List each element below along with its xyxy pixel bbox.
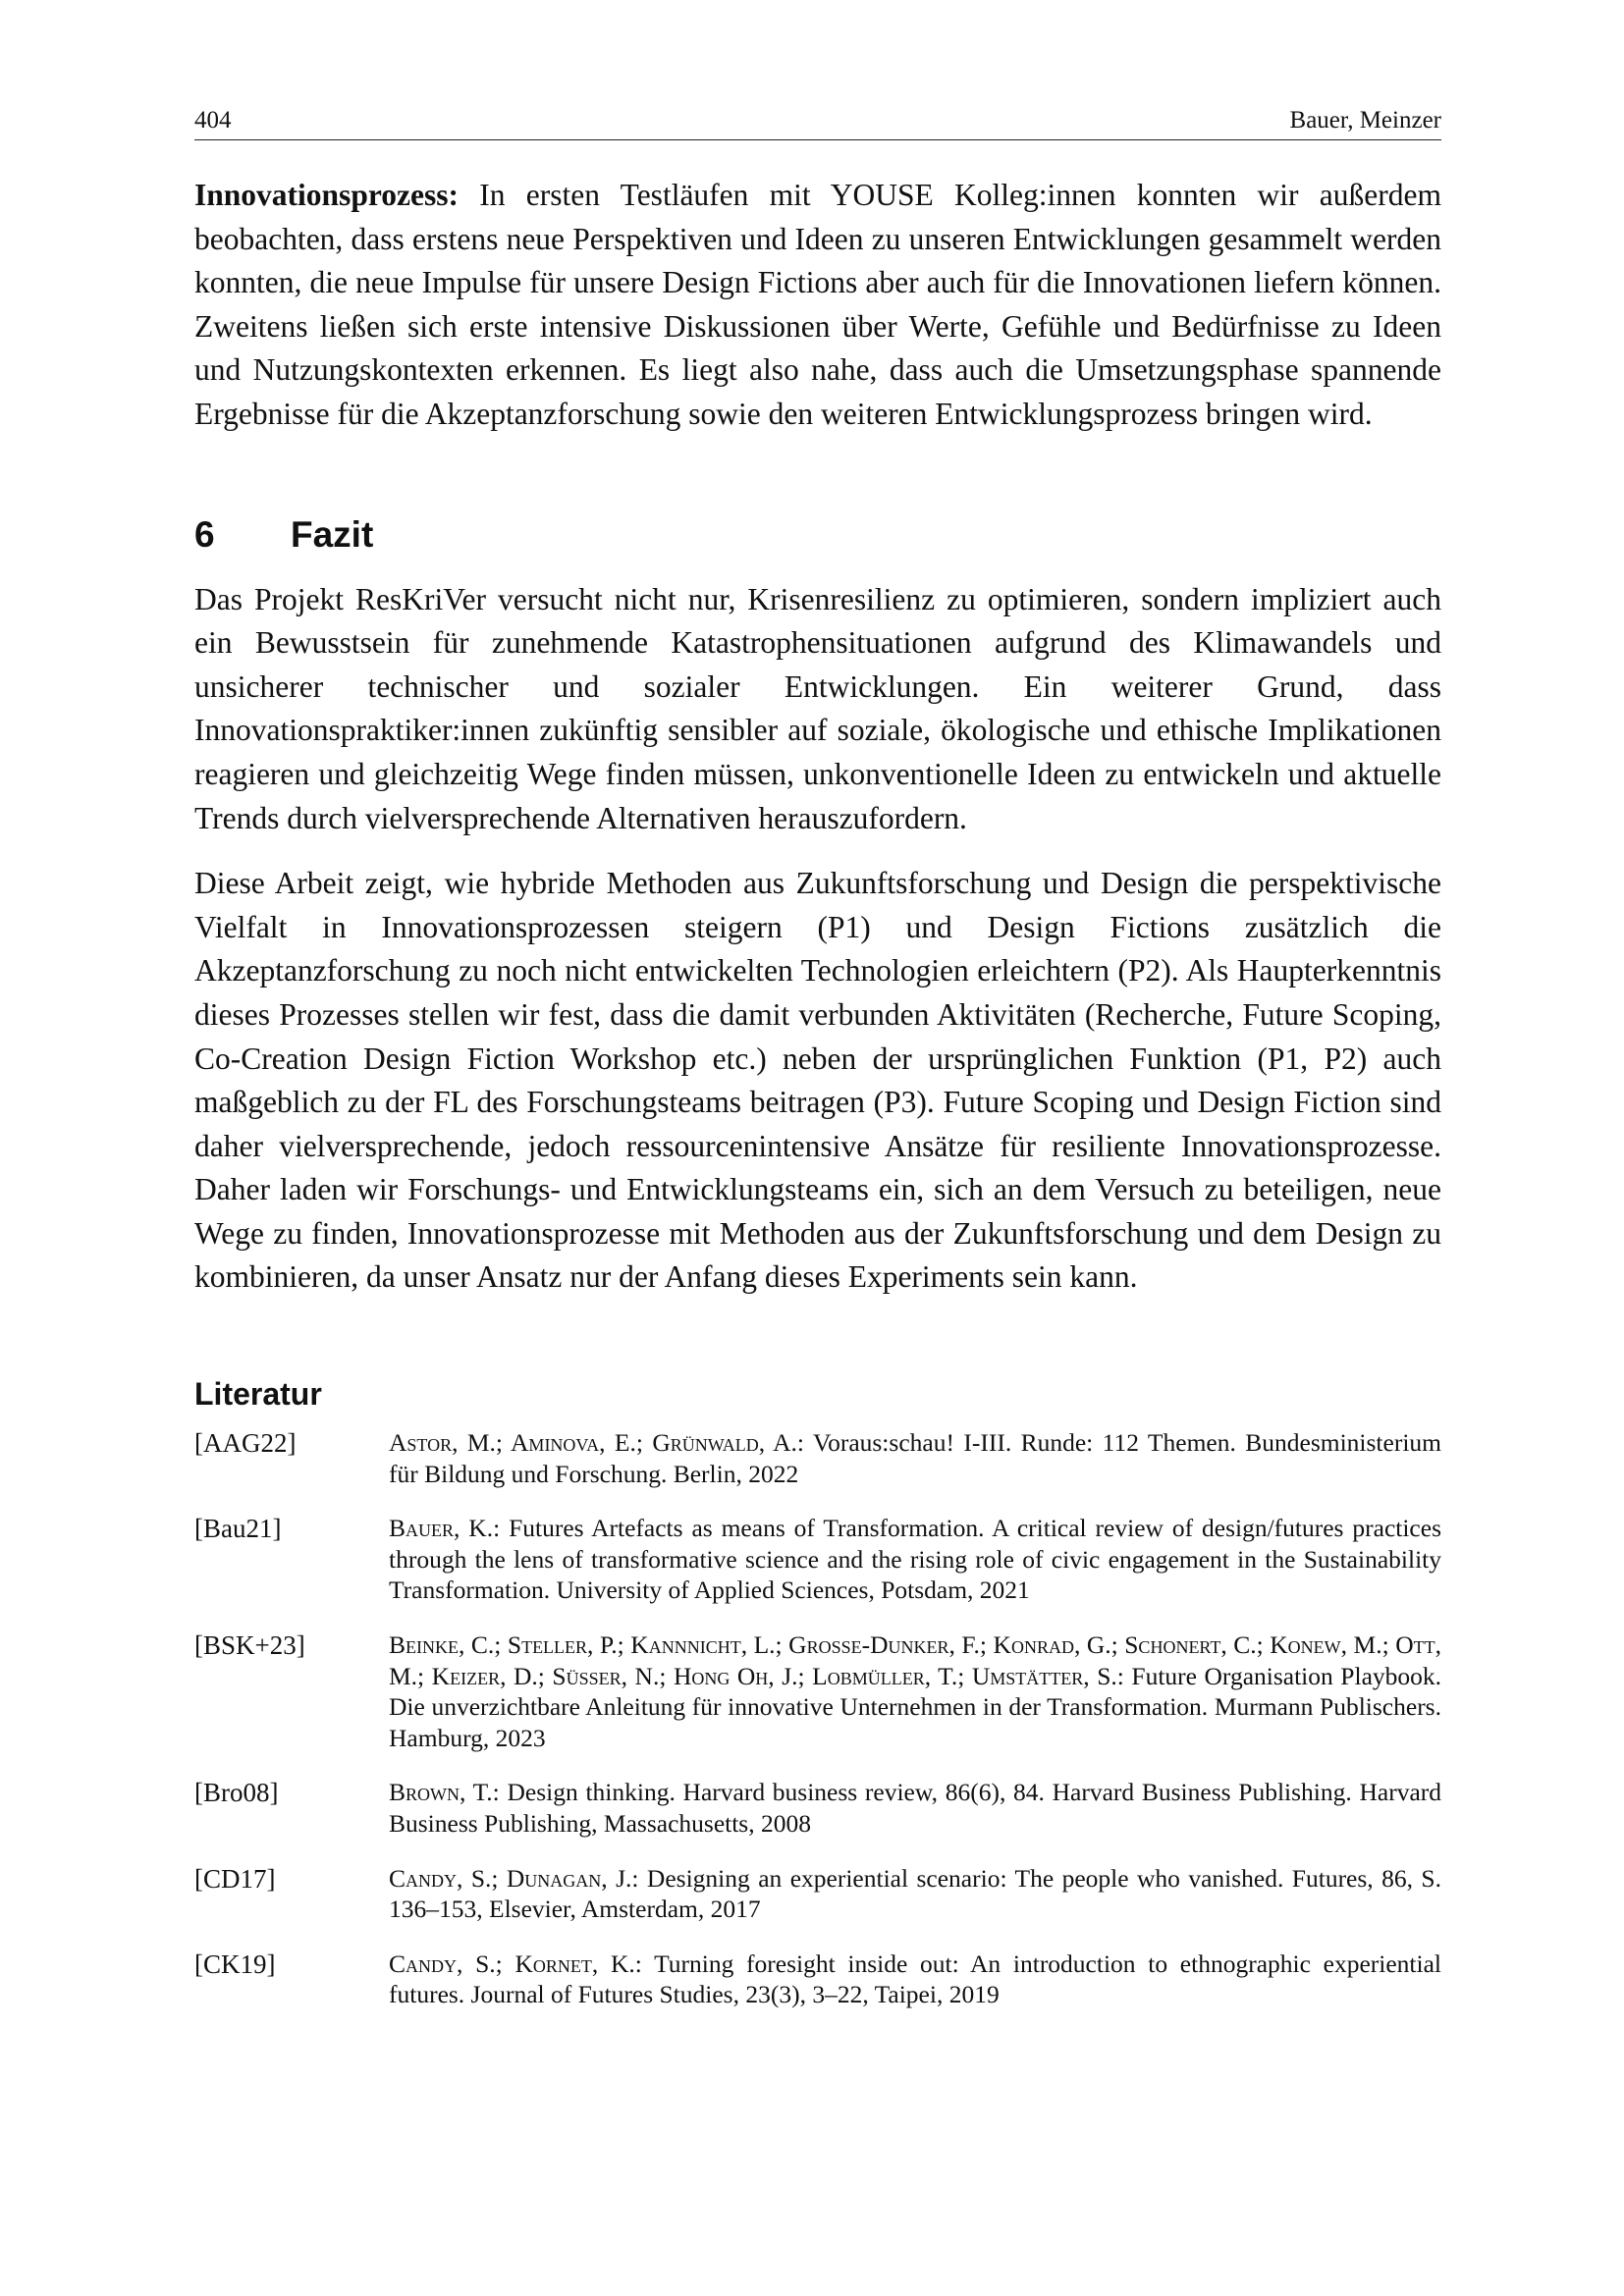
reference-key: [Bau21] [194,1514,282,1544]
reference-key: [AAG22] [194,1428,297,1459]
reference-entry [194,1777,1441,1839]
section-number: 6 [194,513,215,555]
reference-body: Designing an experiential scenario: The people who vanished. Futures, 86, S. 136–153, Elsevier, Amsterdam, 2017 [389,1863,1441,1924]
reference-authors: Bauer, K.: [389,1514,501,1543]
fazit-paragraph-1: Das Projekt ResKriVer versucht nicht nur, Krisenresilienz zu optimieren, sondern impliziert auch ein Bewusstsein für zunehmende Katastrophensituationen aufgrund des Klimawandels und unsicherer technischer und sozialer Entwicklungen. Ein weiterer Grund, dass Innovationspraktiker:innen zukünftig sensibler auf soziale, ökologische und ethische Implikationen reagieren und gleichzeitig Wege finden müssen, unkonventionelle Ideen zu entwickeln und aktuelle Trends durch vielversprechende Alternativen herauszufordern. [194,581,1441,835]
reference-entry [194,1513,1441,1606]
reference-authors: Brown, T.: [389,1778,500,1807]
reference-text [389,1863,1441,1925]
reference-text [389,1949,1441,2010]
reference-entry [194,1427,1441,1489]
reference-list [194,1427,1441,2010]
reference-text [389,1777,1441,1839]
reference-text [389,1629,1441,1753]
literature-heading: Literatur [194,1376,322,1413]
page-number: 404 [194,107,232,133]
reference-entry [194,1949,1441,2010]
reference-key: [BSK+23] [194,1630,305,1661]
paragraph-text: In ersten Testläufen mit YOUSE Kolleg:innen konnten wir außerdem beobachten, dass erstens neue Perspektiven und Ideen zu unseren Entwicklungen gesammelt werden konnten, die neue Impulse für unsere Design Fictions aber auch für die Innovationen liefern können. Zweitens ließen sich erste intensive Diskussionen über Werte, Gefühle und Bedürfnisse zu Ideen und Nutzungskontexten erkennen. Es liegt also nahe, dass auch die Umsetzungsphase spannende Ergebnisse für die Akzeptanzforschung sowie den weiteren Entwicklungsprozess bringen wird. [194,178,1441,431]
paragraph-lead: Innovationsprozess: [194,178,459,212]
reference-body: Voraus:schau! I-III. Runde: 112 Themen. Bundesministerium für Bildung und Forschung. Berlin, 2022 [389,1428,1441,1488]
reference-text [389,1513,1441,1606]
reference-entry [194,1629,1441,1753]
running-header [194,106,1441,140]
reference-body: Future Organisation Playbook. Die unverzichtbare Anleitung für innovative Unternehmen in der Transformation. Murmann Publischers. Hamburg, 2023 [389,1661,1442,1752]
reference-key: [CK19] [194,1949,276,1979]
header-authors: Bauer, Meinzer [1289,107,1441,133]
reference-key: [Bro08] [194,1778,279,1808]
fazit-paragraph-2: Diese Arbeit zeigt, wie hybride Methoden aus Zukunftsforschung und Design die perspektivische Vielfalt in Innovationsprozessen steigern (P1) und Design Fictions zusätzlich die Akzeptanzforschung zu noch nicht entwickelten Technologien erleichtern (P2). Als Haupterkenntnis dieses Prozesses stellen wir fest, dass die damit verbunden Aktivitäten (Recherche, Future Scoping, Co-Creation Design Fiction Workshop etc.) neben der ursprünglichen Funktion (P1, P2) auch maßgeblich zu der FL des Forschungsteams beitragen (P3). Future Scoping und Design Fiction sind daher vielversprechende, jedoch ressourcenintensive Ansätze für resiliente Innovationsprozesse. Daher laden wir Forschungs- und Entwicklungsteams ein, sich an dem Versuch zu beteiligen, neue Wege zu finden, Innovationsprozesse mit Methoden aus der Zukunftsforschung und dem Design zu kombinieren, da unser Ansatz nur der Anfang dieses Experiments sein kann. [194,866,1441,1295]
reference-body: Design thinking. Harvard business review, 86(6), 84. Harvard Business Publishing. Harvard Business Publishing, Massachusetts, 2008 [389,1778,1441,1838]
intro-paragraph [194,174,1441,437]
reference-authors: Beinke, C.; Steller, P.; Kannnicht, L.; Große-Dunker, F.; Konrad, G.; Schonert, C.; Konew, M.; Ott, M.; Keizer, D.; Süsser, N.; Hong Oh, J.; Lobmüller, T.; Umstätter, S.: [389,1630,1441,1690]
reference-authors: Candy, S.; Dunagan, J.: [389,1863,639,1893]
reference-authors: Candy, S.; Kornet, K.: [389,1949,642,1978]
reference-body: Futures Artefacts as means of Transformation. A critical review of design/futures practices through the lens of transformative science and the rising role of civic engagement in the Sustainability Transformation. University of Applied Sciences, Potsdam, 2021 [389,1514,1441,1605]
reference-entry [194,1863,1441,1925]
reference-text [389,1427,1441,1489]
reference-authors: Astor, M.; Aminova, E.; Grünwald, A.: [389,1428,804,1458]
reference-key: [CD17] [194,1863,276,1894]
section-heading [194,513,1441,557]
reference-body: Turning foresight inside out: An introduction to ethnographic experiential futures. Journal of Futures Studies, 23(3), 3–22, Taipei, 2019 [389,1949,1441,2009]
paper-page [194,106,1441,2034]
section-title: Fazit [291,513,374,555]
